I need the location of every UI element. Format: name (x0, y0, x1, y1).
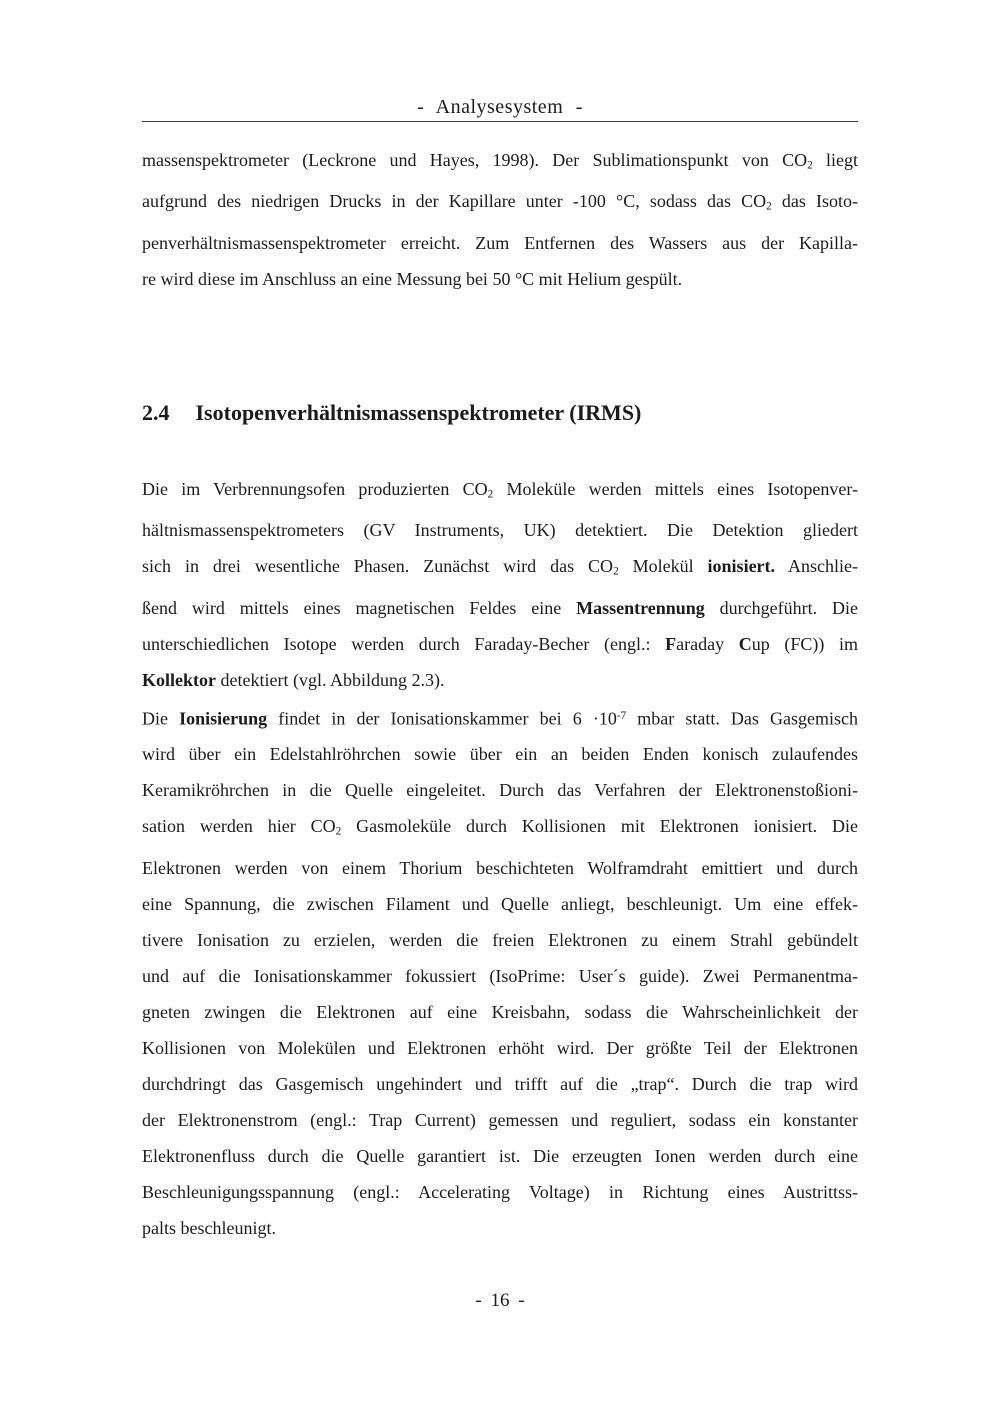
text-run: durchgeführt. Die (704, 597, 859, 618)
text-run: penverhältnismassenspektrometer erreicht. Zum Entfernen des Wassers aus der Kapilla- (142, 232, 858, 253)
text-line (142, 958, 858, 994)
section-heading (142, 399, 858, 427)
text-line (142, 886, 858, 922)
sub-text: 2 (766, 200, 772, 213)
text-run: das Isoto- (771, 191, 858, 212)
text-line (142, 1138, 858, 1174)
text-run: Elektronen werden von einem Thorium beschichteten Wolframdraht emittiert und durch (142, 857, 858, 878)
text-run: sation werden hier CO (142, 816, 336, 837)
text-line (142, 1102, 858, 1138)
text-line (142, 626, 858, 662)
sub-text: 2 (487, 488, 494, 501)
text-line (142, 590, 858, 626)
paragraph (142, 471, 858, 698)
bold-text: ionisiert. (707, 556, 776, 577)
text-run: re wird diese im Anschluss an eine Messung bei 50 °C mit Helium gespült. (142, 268, 683, 289)
text-line (142, 994, 858, 1030)
sub-text: 2 (807, 159, 813, 172)
text-line (142, 922, 858, 958)
text-run: tivere Ionisation zu erzielen, werden die freien Elektronen zu einem Strahl gebündelt (142, 929, 858, 950)
text-run: araday (676, 633, 739, 654)
text-run: massenspektrometer (Leckrone und Hayes, 1998). Der Sublimationspunkt von CO (142, 150, 808, 170)
bold-text: Massentrennung (576, 597, 705, 618)
text-run: wird über ein Edelstahlröhrchen sowie über ein an beiden Enden konisch zulaufendes (142, 744, 858, 765)
text-run: findet in der Ionisationskammer bei 6 ·10 (267, 708, 617, 729)
text-line (142, 850, 858, 886)
page-number: - 16 - (475, 1290, 525, 1311)
bold-text: Kollektor (142, 669, 216, 690)
text-run: ßend wird mittels eines magnetischen Feldes eine (142, 597, 577, 618)
text-run: unterschiedlichen Isotope werden durch Faraday-Becher (engl.: (142, 633, 666, 654)
text-run: Anschlie- (775, 556, 858, 577)
text-run: palts beschleunigt. (142, 1217, 276, 1238)
text-line (142, 808, 858, 849)
sup-text: -7 (616, 709, 627, 722)
text-run: der Elektronenstrom (engl.: Trap Current) gemessen und reguliert, sodass ein konstanter (142, 1109, 858, 1130)
text-line (142, 1030, 858, 1066)
text-run: Molekül (618, 556, 708, 577)
text-column (142, 0, 858, 1246)
text-run: gneten zwingen die Elektronen auf eine Kreisbahn, sodass die Wahrscheinlichkeit der (142, 1001, 858, 1022)
text-line (142, 471, 858, 512)
paragraph (142, 698, 858, 1246)
text-line (142, 261, 858, 297)
header-rule (142, 121, 858, 122)
text-run: Die im Verbrennungsofen produzierten CO (142, 478, 488, 499)
text-run: eine Spannung, die zwischen Filament und Quelle anliegt, beschleunigt. Um eine effek- (142, 893, 858, 914)
text-line (142, 1174, 858, 1210)
text-line (142, 662, 858, 698)
sub-text: 2 (335, 825, 342, 838)
text-line (142, 736, 858, 772)
text-run: Beschleunigungsspannung (engl.: Accelerating Voltage) in Richtung eines Austrittss- (142, 1181, 858, 1202)
text-run: up (FC)) im (751, 633, 858, 654)
text-run: Keramikröhrchen in die Quelle eingeleitet. Durch das Verfahren der Elektronenstoßioni- (142, 780, 858, 801)
sub-text: 2 (613, 565, 619, 578)
text-run: liegt (812, 150, 858, 170)
text-line (142, 183, 858, 224)
text-run: Moleküle werden mittels eines Isotopenver- (493, 478, 859, 499)
text-run: und auf die Ionisationskammer fokussiert (IsoPrime: User´s guide). Zwei Permanentma- (142, 965, 858, 986)
text-run: Gasmoleküle durch Kollisionen mit Elektronen ionisiert. Die (341, 816, 858, 837)
bold-text: C (738, 633, 752, 654)
bold-text: Ionisierung (179, 708, 268, 729)
text-run: sich in drei wesentliche Phasen. Zunächst wird das CO (142, 556, 614, 577)
text-line (142, 1210, 858, 1246)
text-run: aufgrund des niedrigen Drucks in der Kapillare unter -100 °C, sodass das CO (142, 191, 767, 212)
paragraph (142, 142, 858, 297)
text-run: Kollisionen von Molekülen und Elektronen erhöht wird. Der größte Teil der Elektronen (142, 1037, 858, 1058)
text-line (142, 698, 858, 737)
body-paragraphs (142, 471, 858, 1246)
text-run: detektiert (vgl. Abbildung 2.3). (216, 669, 445, 690)
bold-text: F (665, 633, 677, 654)
text-run: mbar statt. Das Gasgemisch (626, 708, 859, 729)
section-title: Isotopenverhältnismassenspektrometer (IRMS) (195, 399, 642, 425)
text-line (142, 512, 858, 548)
running-header: - Analysesystem - (417, 96, 583, 118)
text-line (142, 1066, 858, 1102)
text-run: durchdringt das Gasgemisch ungehindert und trifft auf die „trap“. Durch die trap wird (142, 1073, 858, 1094)
text-line (142, 225, 858, 261)
text-run: hältnismassenspektrometers (GV Instruments, UK) detektiert. Die Detektion gliedert (142, 520, 858, 541)
text-run: Elektronenfluss durch die Quelle garantiert ist. Die erzeugten Ionen werden durch eine (142, 1145, 858, 1166)
text-run: Die (142, 708, 180, 729)
intro-paragraphs (142, 142, 858, 297)
text-line (142, 772, 858, 808)
text-line (142, 548, 858, 589)
text-line (142, 142, 858, 183)
section-number: 2.4 (142, 399, 170, 425)
